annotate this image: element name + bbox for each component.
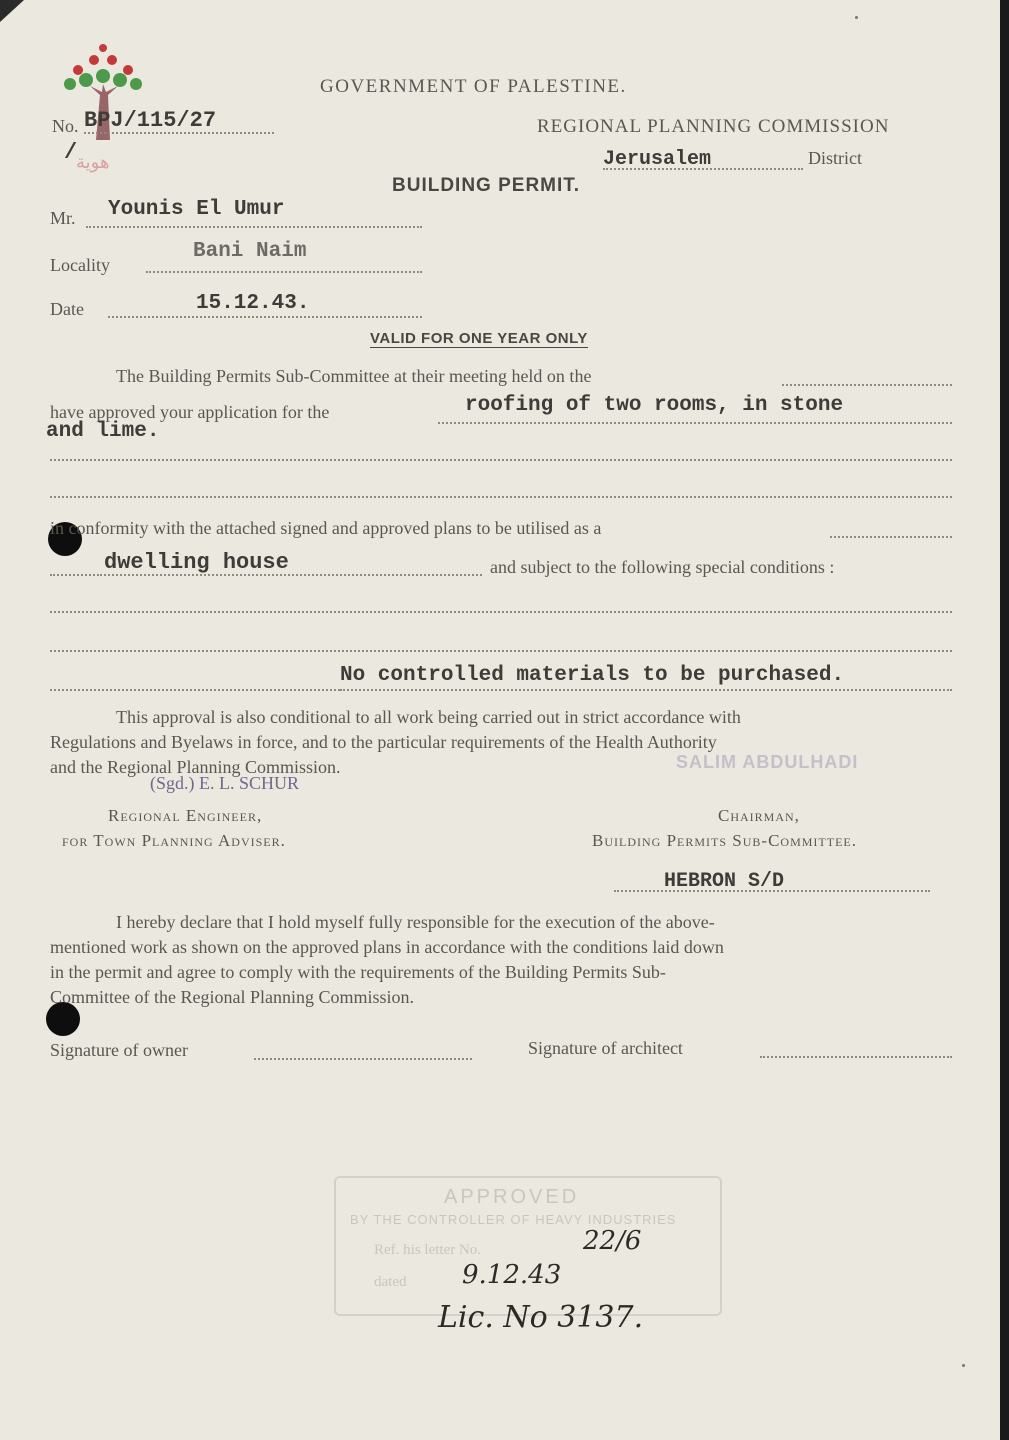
approval-line-1: This approval is also conditional to all work being carried out in strict accordance with	[116, 707, 741, 727]
logo-caption: هوية	[76, 152, 110, 172]
work-value-1: roofing of two rooms, in stone	[465, 394, 844, 417]
use-value: dwelling house	[104, 550, 289, 575]
date-value: 15.12.43.	[196, 292, 310, 315]
stamp-controller: BY THE CONTROLLER OF HEAVY INDUSTRIES	[350, 1212, 677, 1227]
sub-district: HEBRON S/D	[664, 870, 785, 893]
stamp-approved: APPROVED	[444, 1186, 580, 1208]
chairman-title: Chairman,	[718, 806, 800, 825]
licence-number: Lic. No 3137.	[438, 1300, 644, 1335]
owner-signature-label: Signature of owner	[50, 1040, 188, 1060]
body-line-3: in conformity with the attached signed and approved plans to be utilised as a	[50, 518, 602, 538]
validity-note: VALID FOR ONE YEAR ONLY	[370, 330, 588, 347]
paper-speck	[855, 16, 858, 19]
stamp-ref-value: 22/6	[583, 1226, 642, 1256]
regional-engineer-title: Regional Engineer,	[108, 806, 263, 825]
town-planning-title: for Town Planning Adviser.	[62, 831, 286, 850]
locality-label: Locality	[50, 255, 110, 275]
corner-fold	[0, 0, 28, 28]
approval-stamp	[334, 1176, 722, 1316]
architect-signature-label: Signature of architect	[528, 1038, 683, 1058]
stamp-dated-label: dated	[374, 1274, 407, 1290]
body-line-2: have approved your application for the	[50, 402, 330, 422]
number-mark: /	[64, 140, 78, 165]
declaration-line-2: mentioned work as shown on the approved plans in accordance with the conditions laid down	[50, 937, 724, 957]
district-label: District	[808, 148, 862, 168]
body-line-4: and subject to the following special conditions :	[490, 557, 835, 577]
declaration-line-3: in the permit and agree to comply with the requirements of the Building Permits Sub-	[50, 962, 666, 982]
commission-heading: REGIONAL PLANNING COMMISSION	[537, 116, 890, 137]
approval-line-2: Regulations and Byelaws in force, and to the particular requirements of the Health Authority	[50, 732, 717, 752]
permit-title: BUILDING PERMIT.	[392, 175, 581, 196]
date-label: Date	[50, 299, 84, 319]
declaration-line-4: Committee of the Regional Planning Commission.	[50, 987, 414, 1007]
district-value: Jerusalem	[603, 148, 712, 171]
body-line-1: The Building Permits Sub-Committee at their meeting held on the	[116, 366, 592, 386]
locality-value: Bani Naim	[193, 240, 307, 263]
government-heading: GOVERNMENT OF PALESTINE.	[320, 76, 627, 97]
work-value-2: and lime.	[46, 420, 160, 443]
number-label: No.	[52, 116, 79, 136]
approval-line-3: and the Regional Planning Commission.	[50, 757, 341, 777]
paper-speck	[962, 1364, 965, 1367]
stamp-ref-label: Ref. his letter No.	[374, 1242, 482, 1258]
special-condition: No controlled materials to be purchased.	[340, 664, 845, 687]
scan-edge	[1000, 0, 1009, 1440]
mr-value: Younis El Umur	[108, 198, 285, 221]
signed-name: (Sgd.) E. L. SCHUR	[150, 773, 300, 793]
stamp-dated-value: 9.12.43	[462, 1260, 562, 1290]
sub-committee-title: Building Permits Sub-Committee.	[592, 831, 857, 850]
mr-label: Mr.	[50, 208, 76, 228]
number-value: BPJ/115/27	[84, 108, 217, 133]
chairman-stamp: SALIM ABDULHADI	[676, 752, 859, 772]
declaration-line-1: I hereby declare that I hold myself fully responsible for the execution of the above-	[116, 912, 715, 932]
